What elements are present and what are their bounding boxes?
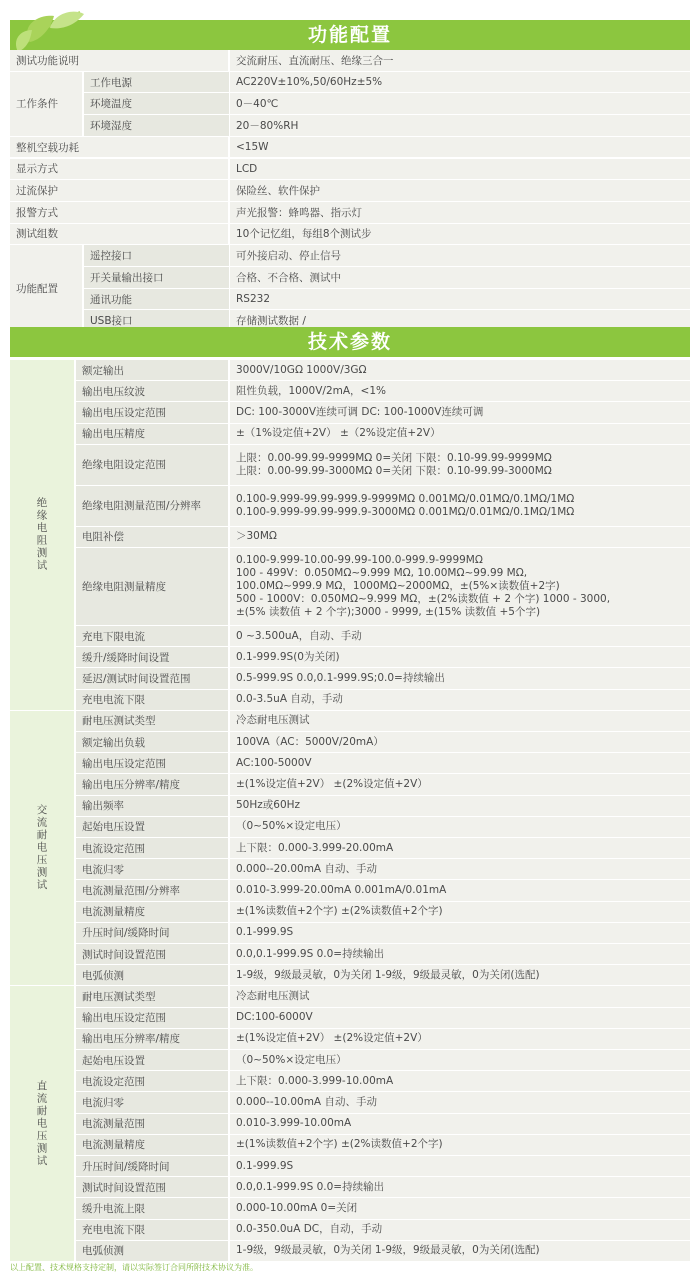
param-value xyxy=(230,424,690,444)
param-value-line: DC: 100-3000V连续可调 DC: 100-1000V连续可调 xyxy=(236,405,484,418)
param-value xyxy=(230,381,690,401)
param-value-line: 50Hz或60Hz xyxy=(236,799,301,812)
param-label: 升压时间/缓降时间 xyxy=(76,1156,228,1176)
param-value-line: ±(1%设定值+2V） ±(2%设定值+2V） xyxy=(236,1032,428,1045)
param-value xyxy=(230,548,690,625)
param-value-line: 阻性负载，1000V/2mA，<1% xyxy=(236,384,386,397)
param-value xyxy=(230,1241,690,1261)
param-value-line: 100VA（AC：5000V/20mA） xyxy=(236,735,384,748)
param-value xyxy=(230,796,690,816)
param-label: 测试时间设置范围 xyxy=(76,1177,228,1197)
config-value: 可外接启动、停止信号 xyxy=(230,245,690,266)
param-value-line: 0.000-10.00mA 0=关闭 xyxy=(236,1201,358,1214)
param-value-line: 0.1-999.9S xyxy=(236,1159,294,1172)
config-value: 保险丝、软件保护 xyxy=(230,180,690,201)
config-group-label: 功能配置 xyxy=(10,245,82,331)
param-label: 耐电压测试类型 xyxy=(76,711,228,731)
param-label: 电弧侦测 xyxy=(76,1241,228,1261)
param-value xyxy=(230,1092,690,1112)
param-label: 电流归零 xyxy=(76,859,228,879)
param-value-line: 冷态耐电压测试 xyxy=(236,714,310,727)
param-group-text: 绝缘电阻测试 xyxy=(35,497,48,573)
param-value-line: 0.000--20.00mA 自动、手动 xyxy=(236,862,377,875)
param-value xyxy=(230,774,690,794)
param-value-line: DC:100-6000V xyxy=(236,1011,313,1024)
param-label: 电弧侦测 xyxy=(76,965,228,985)
param-value-line: 0.0,0.1-999.9S 0.0=持续输出 xyxy=(236,947,385,960)
param-value-line: 0 ~3.500uA，自动、手动 xyxy=(236,629,362,642)
tech-banner xyxy=(10,327,690,357)
param-label: 额定输出 xyxy=(76,360,228,380)
param-value xyxy=(230,1071,690,1091)
param-value xyxy=(230,690,690,710)
param-value xyxy=(230,1156,690,1176)
param-value-line: 0.000--10.00mA 自动、手动 xyxy=(236,1095,377,1108)
param-label: 输出电压设定范围 xyxy=(76,1008,228,1028)
config-label: 测试功能说明 xyxy=(10,50,228,71)
param-value-line: 0.0,0.1-999.9S 0.0=持续输出 xyxy=(236,1180,385,1193)
param-value-line: （0~50%×设定电压） xyxy=(236,820,347,833)
param-value-line: 0.5-999.9S 0.0,0.1-999.9S;0.0=持续输出 xyxy=(236,671,445,684)
param-value xyxy=(230,668,690,688)
param-group-text: 直流耐电压测试 xyxy=(35,1079,48,1168)
param-label: 电流设定范围 xyxy=(76,838,228,858)
param-label: 绝缘电阻测量精度 xyxy=(76,548,228,625)
config-label: 整机空载功耗 xyxy=(10,137,228,158)
param-value-line: ±(1%读数值+2个字) ±(2%读数值+2个字) xyxy=(236,1138,443,1151)
config-value: 存储测试数据 / xyxy=(230,310,690,331)
config-title: 功能配置 xyxy=(307,24,392,46)
config-value: 声光报警：蜂鸣器、指示灯 xyxy=(230,202,690,223)
param-value xyxy=(230,1008,690,1028)
param-label: 充电电流下限 xyxy=(76,690,228,710)
param-value xyxy=(230,859,690,879)
param-value-line: ±（1%设定值+2V） ±（2%设定值+2V） xyxy=(236,427,441,440)
param-value xyxy=(230,986,690,1006)
config-label: 开关量输出接口 xyxy=(84,267,229,288)
param-value xyxy=(230,902,690,922)
param-value xyxy=(230,880,690,900)
param-value-line: 冷态耐电压测试 xyxy=(236,989,310,1002)
config-group-label: 工作条件 xyxy=(10,72,82,136)
config-label: USB接口 xyxy=(84,310,229,331)
param-value xyxy=(230,1198,690,1218)
param-value-line: ＞30MΩ xyxy=(236,530,277,543)
param-value xyxy=(230,838,690,858)
param-group-label xyxy=(10,986,74,1261)
param-value-line: 0.0-350.0uA DC，自动，手动 xyxy=(236,1223,383,1236)
param-label: 额定输出负载 xyxy=(76,732,228,752)
param-label: 绝缘电阻测量范围/分辨率 xyxy=(76,486,228,526)
param-value-line: 1-9级，9级最灵敏，0为关闭 1-9级，9级最灵敏，0为关闭(选配) xyxy=(236,1244,540,1257)
param-label: 耐电压测试类型 xyxy=(76,986,228,1006)
param-value-line: 0.0-3.5uA 自动，手动 xyxy=(236,693,343,706)
param-label: 测试时间设置范围 xyxy=(76,944,228,964)
param-value-line: 0.010-3.999-10.00mA xyxy=(236,1117,352,1130)
param-value xyxy=(230,817,690,837)
param-value xyxy=(230,1220,690,1240)
param-value xyxy=(230,965,690,985)
param-value xyxy=(230,711,690,731)
param-label: 电流归零 xyxy=(76,1092,228,1112)
config-value: 10个记忆组，每组8个测试步 xyxy=(230,224,690,245)
config-value: RS232 xyxy=(230,289,690,310)
param-label: 绝缘电阻设定范围 xyxy=(76,445,228,485)
param-value-line: 100 - 499V：0.050MΩ~9.999 MΩ, 10.00MΩ~99.99 MΩ, xyxy=(236,567,528,579)
param-label: 电流测量精度 xyxy=(76,1135,228,1155)
param-label: 充电电流下限 xyxy=(76,1220,228,1240)
param-value xyxy=(230,647,690,667)
param-value xyxy=(230,1050,690,1070)
config-value: 20－80%RH xyxy=(230,115,690,136)
param-label: 输出电压分辨率/精度 xyxy=(76,1029,228,1049)
param-value-line: 上下限：0.000-3.999-10.00mA xyxy=(236,1074,394,1087)
config-label: 遥控接口 xyxy=(84,245,229,266)
param-label: 输出电压分辨率/精度 xyxy=(76,774,228,794)
param-value-line: 0.010-3.999-20.00mA 0.001mA/0.01mA xyxy=(236,883,447,896)
param-value xyxy=(230,1029,690,1049)
config-value: <15W xyxy=(230,137,690,158)
param-value xyxy=(230,360,690,380)
param-value xyxy=(230,944,690,964)
param-label: 输出电压纹波 xyxy=(76,381,228,401)
config-value: 合格、不合格、测试中 xyxy=(230,267,690,288)
param-value xyxy=(230,1135,690,1155)
param-value-line: 500 - 1000V：0.050MΩ~9.999 MΩ，±(2%读数值 + 2 个字) 1000 - 3000, xyxy=(236,593,611,605)
param-value xyxy=(230,923,690,943)
tech-table xyxy=(10,360,690,1258)
param-label: 电流测量精度 xyxy=(76,902,228,922)
param-label: 缓升电流上限 xyxy=(76,1198,228,1218)
config-value: LCD xyxy=(230,159,690,180)
tech-title: 技术参数 xyxy=(307,331,392,353)
param-label: 输出电压设定范围 xyxy=(76,753,228,773)
param-label: 起始电压设置 xyxy=(76,1050,228,1070)
param-value xyxy=(230,1114,690,1134)
config-value: AC220V±10%,50/60Hz±5% xyxy=(230,72,690,93)
param-value xyxy=(230,1177,690,1197)
param-label: 延迟/测试时间设置范围 xyxy=(76,668,228,688)
param-value-line: ±(5% 读数值 + 2 个字);3000 - 9999, ±(15% 读数值 +5个字) xyxy=(236,606,541,618)
param-value-line: 0.100-9.999-99.99-999.9-9999MΩ 0.001MΩ/0.01MΩ/0.1MΩ/1MΩ xyxy=(236,492,575,505)
param-value-line: 0.100-9.999-99.99-999.9-3000MΩ 0.001MΩ/0.01MΩ/0.1MΩ/1MΩ xyxy=(236,505,575,518)
config-table xyxy=(10,50,690,328)
param-value xyxy=(230,626,690,646)
param-label: 缓升/缓降时间设置 xyxy=(76,647,228,667)
param-value xyxy=(230,527,690,547)
param-value-line: 1-9级，9级最灵敏，0为关闭 1-9级，9级最灵敏，0为关闭(选配) xyxy=(236,968,540,981)
config-label: 工作电源 xyxy=(84,72,229,93)
param-label: 起始电压设置 xyxy=(76,817,228,837)
param-value xyxy=(230,753,690,773)
param-group-label xyxy=(10,360,74,710)
config-label: 报警方式 xyxy=(10,202,228,223)
config-label: 环境湿度 xyxy=(84,115,229,136)
param-value-line: 上限：0.00-99.99-3000MΩ 0=关闭 下限：0.10-99.99-3000MΩ xyxy=(236,464,552,477)
param-value-line: 100.0MΩ~999.9 MΩ，1000MΩ~2000MΩ，±(5%×读数值+2字) xyxy=(236,580,560,592)
param-group-label xyxy=(10,711,74,986)
param-value-line: （0~50%×设定电压） xyxy=(236,1053,347,1066)
param-value xyxy=(230,732,690,752)
param-value-line: 上下限：0.000-3.999-20.00mA xyxy=(236,841,394,854)
config-value: 交流耐压、直流耐压、绝缘三合一 xyxy=(230,50,690,71)
param-value-line: 0.1-999.9S(0为关闭) xyxy=(236,650,340,663)
config-label: 通讯功能 xyxy=(84,289,229,310)
param-value-line: ±(1%设定值+2V） ±(2%设定值+2V） xyxy=(236,777,428,790)
param-value-line: 上限：0.00-99.99-9999MΩ 0=关闭 下限：0.10-99.99-9999MΩ xyxy=(236,451,552,464)
param-label: 电阻补偿 xyxy=(76,527,228,547)
param-label: 电流测量范围/分辨率 xyxy=(76,880,228,900)
config-label: 过流保护 xyxy=(10,180,228,201)
config-value: 0－40℃ xyxy=(230,93,690,114)
footer-note: 以上配置、技术规格支持定制，请以实际签订合同所附技术协议为准。 xyxy=(10,1263,258,1272)
config-label: 显示方式 xyxy=(10,159,228,180)
config-label: 环境温度 xyxy=(84,93,229,114)
config-label: 测试组数 xyxy=(10,224,228,245)
param-value-line: 0.100-9.999-10.00-99.99-100.0-999.9-9999MΩ xyxy=(236,554,483,566)
param-value-line: 3000V/10GΩ 1000V/3GΩ xyxy=(236,363,367,376)
param-value-line: 0.1-999.9S xyxy=(236,926,294,939)
param-label: 充电下限电流 xyxy=(76,626,228,646)
param-value xyxy=(230,445,690,485)
param-value-line: ±(1%读数值+2个字) ±(2%读数值+2个字) xyxy=(236,905,443,918)
param-value-line: AC:100-5000V xyxy=(236,756,312,769)
param-group-text: 交流耐电压测试 xyxy=(35,804,48,892)
param-label: 升压时间/缓降时间 xyxy=(76,923,228,943)
param-label: 输出电压设定范围 xyxy=(76,402,228,422)
param-value xyxy=(230,486,690,526)
param-label: 输出电压精度 xyxy=(76,424,228,444)
param-value xyxy=(230,402,690,422)
param-label: 输出频率 xyxy=(76,796,228,816)
param-label: 电流测量范围 xyxy=(76,1114,228,1134)
param-label: 电流设定范围 xyxy=(76,1071,228,1091)
config-banner xyxy=(10,20,690,50)
